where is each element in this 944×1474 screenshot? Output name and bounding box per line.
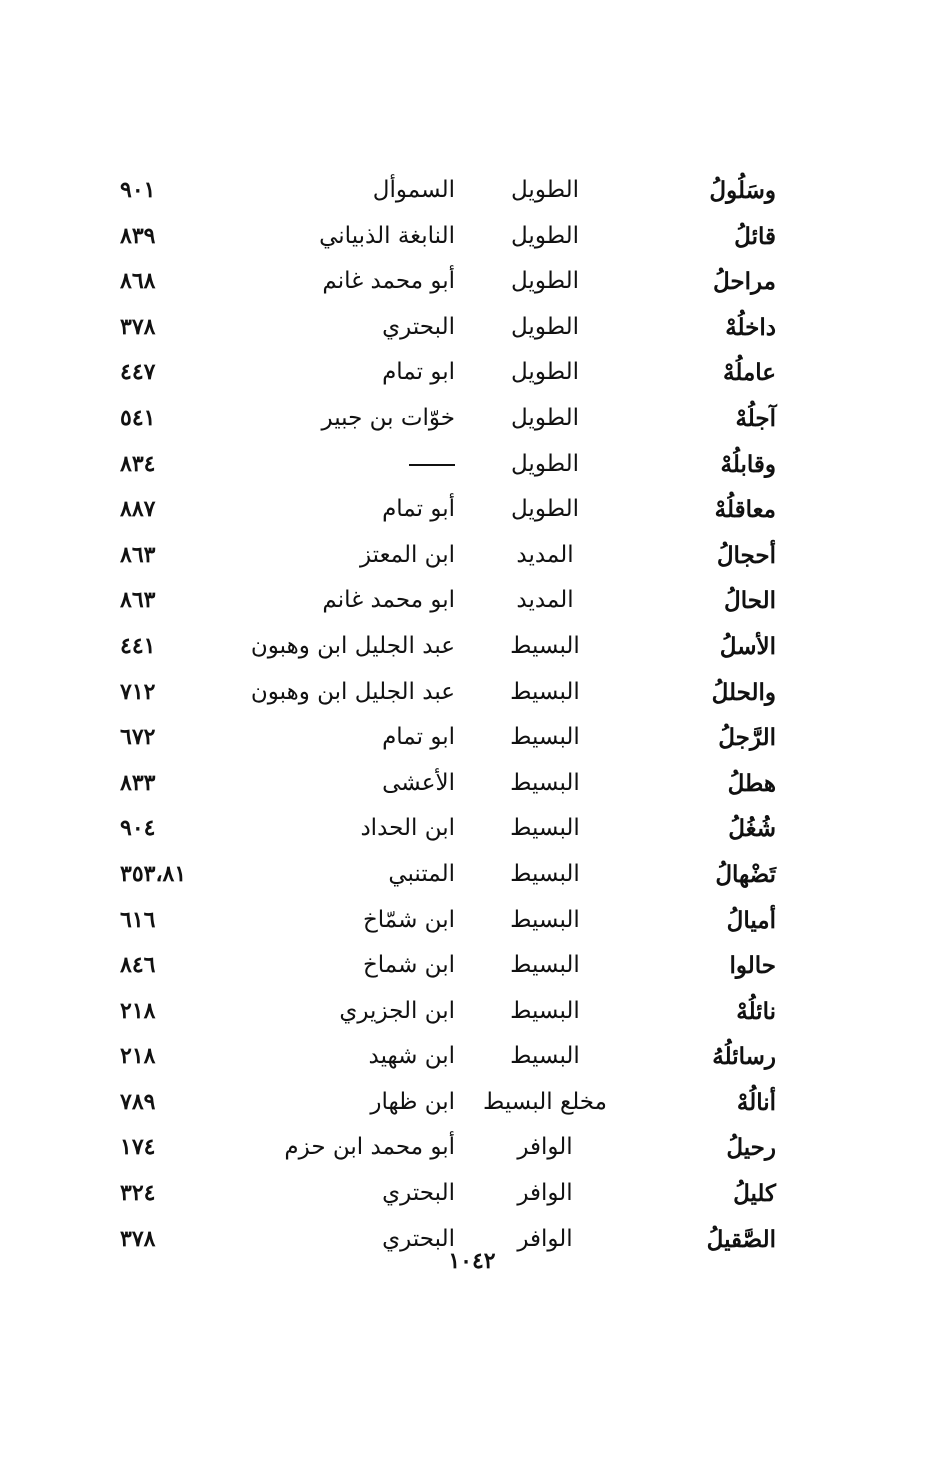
poet-name: النابغة الذبياني [319, 222, 455, 249]
page-reference: ٨٤٦ [120, 952, 156, 979]
index-row [120, 350, 800, 396]
rhyme-word: الصَّقيلُ [706, 1225, 776, 1253]
poet-name: ابن المعتز [359, 541, 455, 568]
poet-name: المتنبي [388, 860, 455, 887]
index-row [120, 1125, 800, 1171]
page-reference: ٨٣٤ [120, 450, 156, 477]
index-row [120, 989, 800, 1035]
index-row [120, 806, 800, 852]
poetic-meter: الطويل [511, 450, 579, 477]
poetic-meter: الطويل [511, 177, 579, 203]
poet-name: ابن الجزيري [339, 997, 455, 1024]
index-row [120, 396, 800, 442]
page-reference: ٨٨٧ [120, 496, 156, 523]
rhyme-word: عاملُهْ [723, 359, 776, 387]
poetic-meter: الوافر [517, 1134, 573, 1161]
poetic-meter: الطويل [511, 222, 579, 249]
rhyme-word: حالوا [729, 952, 776, 980]
poetic-meter: البسيط [510, 860, 580, 887]
rhyme-word: وقابلُهْ [720, 450, 776, 478]
poet-name: ابو محمد غانم [322, 587, 455, 614]
rhyme-word: آجلُهْ [735, 404, 776, 432]
poetic-meter: البسيط [510, 678, 580, 705]
page-reference: ٣٢٤ [120, 1180, 156, 1207]
index-row [120, 533, 800, 579]
page-reference: ٨٦٣ [120, 587, 156, 614]
index-row [120, 259, 800, 305]
index-row [120, 852, 800, 898]
rhyme-word: معاقلُهْ [714, 496, 776, 524]
poetic-meter: البسيط [510, 724, 580, 751]
poetic-meter: الوافر [517, 1225, 573, 1252]
rhyme-word: والحللُ [711, 678, 776, 706]
rhyme-index-table [120, 168, 800, 1262]
page-reference: ٩٠١ [120, 177, 156, 203]
poetic-meter: المديد [516, 541, 574, 568]
poet-name: أبو محمد غانم [322, 268, 455, 295]
index-row [120, 670, 800, 716]
poetic-meter: البسيط [510, 952, 580, 979]
rhyme-word: الرَّجلُ [718, 724, 776, 752]
page-reference: ٤٤٧ [120, 359, 156, 386]
poetic-meter: البسيط [510, 769, 580, 796]
index-row [120, 624, 800, 670]
index-row [120, 305, 800, 351]
page-number: ١٠٤٢ [448, 1248, 496, 1274]
poet-name: خوّات بن جبير [321, 404, 455, 431]
index-row [120, 1171, 800, 1217]
poetic-meter: الطويل [511, 496, 579, 523]
poet-name: ابن شهيد [368, 1043, 455, 1070]
poetic-meter: الطويل [511, 359, 579, 386]
poetic-meter: البسيط [510, 632, 580, 659]
poetic-meter: البسيط [510, 997, 580, 1024]
page-reference: ٦٧٢ [120, 724, 156, 751]
rhyme-word: قائلُ [734, 222, 776, 250]
rhyme-word: كليلُ [733, 1180, 776, 1208]
page-reference: ٥٤١ [120, 404, 156, 431]
poet-name: ابن شماخ [362, 952, 455, 979]
poet-name: السموأل [372, 177, 455, 203]
index-row [120, 487, 800, 533]
unknown-poet-dash [409, 464, 455, 466]
page-reference: ٢١٨ [120, 1043, 156, 1070]
poet-name [225, 442, 455, 488]
poet-name: ابو تمام [382, 724, 455, 751]
poet-name: أبو محمد ابن حزم [284, 1134, 455, 1161]
rhyme-word: نائلُهْ [736, 997, 776, 1025]
page-reference: ٣٥٣،٨١ [120, 860, 187, 887]
poet-name: الأعشى [382, 769, 455, 796]
index-row [120, 761, 800, 807]
poet-name: عبد الجليل ابن وهبون [250, 632, 455, 659]
poet-name: البحتري [382, 1180, 455, 1207]
rhyme-word: أحجالُ [716, 541, 776, 569]
poetic-meter: البسيط [510, 906, 580, 933]
poetic-meter: الطويل [511, 268, 579, 295]
poet-name: أبو تمام [382, 496, 455, 523]
page-reference: ٤٤١ [120, 632, 156, 659]
page-reference: ٨٦٣ [120, 541, 156, 568]
index-row [120, 442, 800, 488]
poet-name: ابو تمام [382, 359, 455, 386]
index-row [120, 214, 800, 260]
page-reference: ٣٧٨ [120, 1225, 156, 1252]
rhyme-word: داخلُهْ [725, 313, 776, 341]
poet-name: ابن ظهار [370, 1088, 455, 1115]
index-row [120, 715, 800, 761]
rhyme-word: الحالُ [724, 587, 776, 615]
rhyme-word: هطلُ [727, 769, 776, 797]
page-reference: ٢١٨ [120, 997, 156, 1024]
poetic-meter: الطويل [511, 313, 579, 340]
rhyme-word: تَضْهالُ [715, 860, 776, 888]
poetic-meter: مخلع البسيط [483, 1088, 607, 1115]
poet-name: عبد الجليل ابن وهبون [250, 678, 455, 705]
index-row [120, 1080, 800, 1126]
page-reference: ٦١٦ [120, 906, 156, 933]
page-reference: ٧٨٩ [120, 1088, 156, 1115]
page-reference: ٩٠٤ [120, 815, 156, 842]
page-reference: ٧١٢ [120, 678, 156, 705]
index-row [120, 898, 800, 944]
rhyme-word: مراحلُ [712, 268, 776, 296]
page-reference: ٨٣٩ [120, 222, 156, 249]
poetic-meter: الوافر [517, 1180, 573, 1207]
page-reference: ٨٦٨ [120, 268, 156, 295]
index-row [120, 1034, 800, 1080]
poetic-meter: المديد [516, 587, 574, 614]
page-reference: ٣٧٨ [120, 313, 156, 340]
index-row [120, 943, 800, 989]
rhyme-word: رحيلُ [726, 1134, 776, 1162]
rhyme-word: شُغُلُ [728, 815, 776, 843]
rhyme-word: أميالُ [726, 906, 776, 934]
index-row [120, 578, 800, 624]
poet-name: ابن شمّاخ [362, 906, 455, 933]
page-reference: ٨٣٣ [120, 769, 156, 796]
poet-name: البحتري [382, 1225, 455, 1252]
poet-name: ابن الحداد [360, 815, 455, 842]
rhyme-word: رسائلُهُ [712, 1043, 776, 1071]
poetic-meter: البسيط [510, 1043, 580, 1070]
poetic-meter: الطويل [511, 404, 579, 431]
page-reference: ١٧٤ [120, 1134, 156, 1161]
poet-name: البحتري [382, 313, 455, 340]
rhyme-word: أنالُهْ [736, 1088, 776, 1116]
rhyme-word: الأسلُ [719, 632, 776, 660]
index-row [120, 168, 800, 214]
rhyme-word: وسَلُولُ [709, 177, 776, 204]
poetic-meter: البسيط [510, 815, 580, 842]
